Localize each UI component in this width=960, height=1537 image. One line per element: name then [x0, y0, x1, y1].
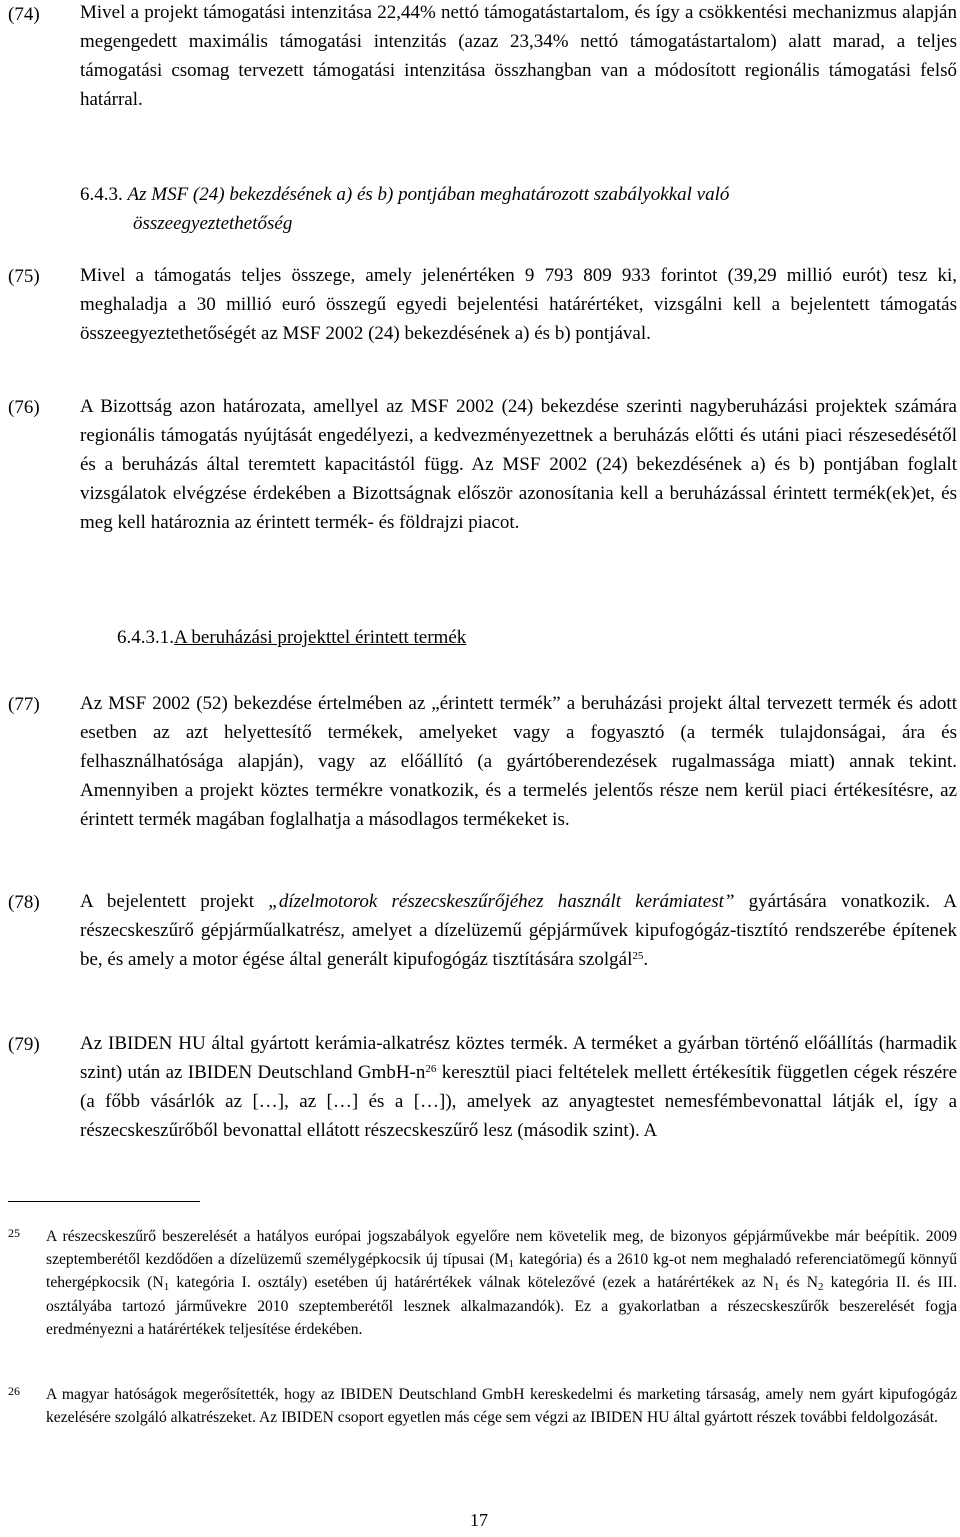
- section-heading-6-4-3: [80, 180, 957, 238]
- text-segment: keresztül piaci feltételek mellett értékesítik független cégek részére (a főbb vásárlók az […], az […] és a […]), amelyek az anyagtestet nemesfémbevonattal látják el, így a részecskeszűrőből bevonattal ellátott részecskeszűrő lesz (második szint). A: [80, 1061, 958, 1141]
- heading-number: 6.4.3.: [80, 184, 123, 205]
- footnote-reference[interactable]: 26: [425, 1062, 437, 1075]
- footnote-separator: [8, 1201, 200, 1202]
- paragraph-number: (76): [8, 397, 40, 418]
- footnote-text: [46, 1225, 957, 1341]
- subscript: 2: [818, 1281, 824, 1294]
- subscript: 1: [508, 1258, 515, 1271]
- text-segment: kategória) és a 2610 kg-ot nem meghaladó referenciatömegű könnyű tehergépkocsik (N: [46, 1251, 957, 1292]
- paragraph-number: (79): [8, 1034, 40, 1055]
- paragraph-text: [80, 888, 957, 975]
- heading-title-line1: Az MSF (24) bekezdésének a) és b) pontjában meghatározott szabályokkal való: [127, 184, 730, 205]
- text-segment: Az IBIDEN HU által gyártott kerámia-alkatrész köztes termék. A terméket a gyárban történő előállítás (harmadik szint) után az IBIDEN Deutschland GmbH-n: [80, 1033, 957, 1083]
- text-segment: és N: [779, 1274, 818, 1292]
- product-name-italic: „dízelmotorok részecskeszűrőjéhez használt kerámiatest”: [268, 891, 735, 912]
- text-segment: .: [643, 948, 649, 970]
- text-segment: A bejelentett projekt: [80, 891, 269, 912]
- heading-title: A beruházási projekttel érintett termék: [174, 627, 467, 648]
- paragraph-number: (75): [8, 266, 40, 287]
- paragraph-text: [80, 1030, 957, 1146]
- text-segment: kategória II. és III. osztályába tartozó járművekre 2010 szeptemberétől lesznek alkalmazandók). Ez a gyakorlatban a részecskeszűrők beszerelését fogja eredményezni a határértékek teljesítése érdekében.: [46, 1274, 957, 1338]
- paragraph-number: (78): [8, 892, 40, 913]
- text-segment: kategória I. osztály) esetében új határértékek válnak kötelezővé (ezek a határértékek az N: [169, 1274, 774, 1292]
- heading-number: 6.4.3.1.: [117, 627, 174, 648]
- footnote-number: 25: [8, 1226, 20, 1240]
- footnote-reference[interactable]: 25: [632, 949, 644, 962]
- page-number: 17: [470, 1510, 488, 1530]
- subscript: 1: [773, 1281, 780, 1294]
- paragraph-number: (77): [8, 694, 40, 715]
- subscript: 1: [163, 1281, 170, 1294]
- paragraph-text: Mivel a támogatás teljes összege, amely jelenértéken 9 793 809 933 forintot (39,29 millió eurót) tesz ki, meghaladja a 30 millió euró összegű egyedi bejelentési határértéket, vizsgálni kell a bejelentett támogatás összeegyeztethetőségét az MSF 2002 (24) bekezdésének a) és b) pontjával.: [80, 265, 957, 344]
- footnote-number: 26: [8, 1384, 20, 1398]
- text-segment: gyártására vonatkozik. A részecskeszűrő gépjárműalkatrész, amelyet a dízelüzemű gépjárművek kipufogógáz-tisztító rendszerébe építenek be, és amely a motor égése által generált kipufogógáz tisztítására szolgál: [80, 891, 957, 970]
- text-segment: A részecskeszűrő beszerelését a hatályos európai jogszabályok egyelőre nem követelik meg, de bizonyos gépjárművekbe már beépítik. 2009 szeptemberétől kezdődően a dízelüzemű személygépkocsik új típusai (M: [46, 1228, 957, 1269]
- subsection-heading-6-4-3-1: [117, 624, 466, 652]
- paragraph-text: Az MSF 2002 (52) bekezdése értelmében az „érintett termék” a beruházási projekt által tervezett termék és adott esetben az azt helyettesítő termékek, amelyeket vagy a fogyasztó (a termék tulajdonságai, ára és felhasználhatósága alapján), vagy az előállító (a gyártóberendezések rugalmassága miatt) annak tekint. Amennyiben a projekt köztes termékre vonatkozik, és a termelés jelentős része nem kerül piaci értékesítésre, az érintett termék magában foglalhatja a másodlagos termékeket is.: [80, 693, 957, 830]
- footnote-text: A magyar hatóságok megerősítették, hogy az IBIDEN Deutschland GmbH kereskedelmi és marketing társaság, amely nem gyárt kipufogógáz kezelésére szolgáló alkatrészeket. Az IBIDEN csoport egyetlen más cége sem végzi az IBIDEN HU által gyártott részek további feldolgozását.: [46, 1386, 957, 1427]
- paragraph-text: A Bizottság azon határozata, amellyel az MSF 2002 (24) bekezdése szerinti nagyberuházási projektek számára regionális támogatás nyújtását engedélyezi, a kedvezményezettnek a beruházás előtti és utáni piaci részesedésétől és a beruházás által teremtett kapacitástól függ. Az MSF 2002 (24) bekezdésének a) és b) pontjában foglalt vizsgálatok elvégzése érdekében a Bizottságnak először azonosítania kell a beruházással érintett termék(ek)et, és meg kell határoznia az érintett termék- és földrajzi piacot.: [80, 396, 957, 533]
- paragraph-text: Mivel a projekt támogatási intenzitása 22,44% nettó támogatástartalom, és így a csökkentési mechanizmus alapján megengedett maximális támogatási intenzitás (azaz 23,34% nettó támogatástartalom) alatt marad, a teljes támogatási csomag tervezett támogatási intenzitása összhangban van a módosított regionális támogatási felső határral.: [80, 2, 957, 110]
- heading-title-line2: összeegyeztethetőség: [133, 213, 293, 234]
- paragraph-number: (74): [8, 4, 40, 25]
